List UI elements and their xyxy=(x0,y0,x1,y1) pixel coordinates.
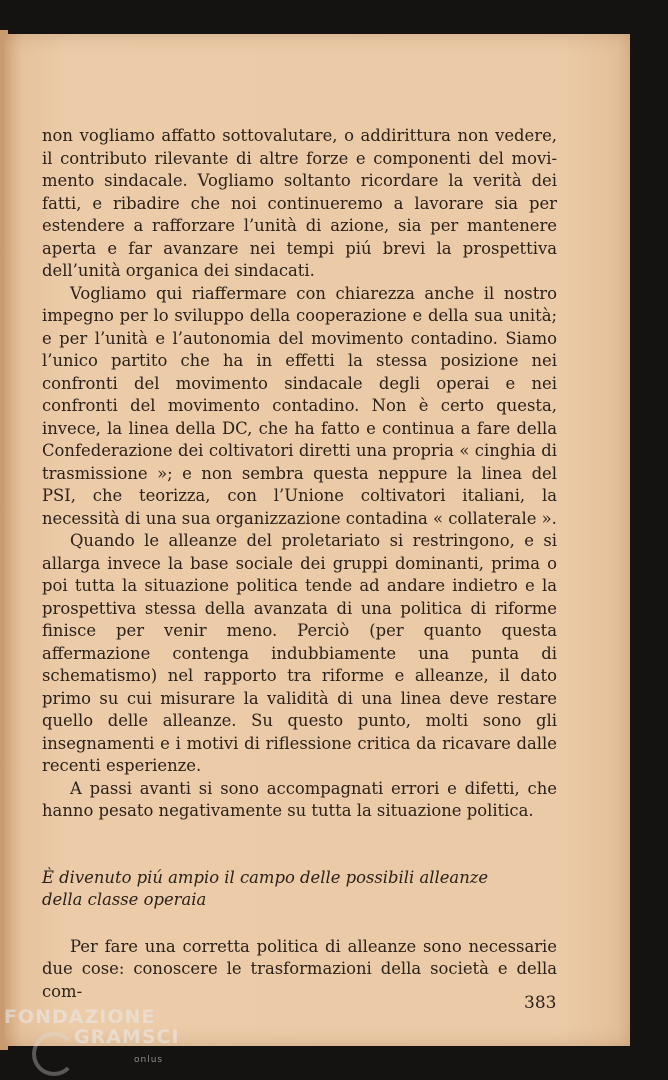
watermark-line2: GRAMSCI xyxy=(74,1026,180,1048)
watermark-g-icon xyxy=(32,1032,76,1076)
watermark-line3: onlus xyxy=(134,1055,164,1065)
watermark-logo xyxy=(4,1006,180,1065)
section-heading: È divenuto piú ampio il campo delle possibili alleanze della classe operaia xyxy=(42,867,489,909)
paragraph-5: Per fare una corretta politica di alleanze sono necessarie due cose: conoscere le trasformazioni della società e della com- xyxy=(42,936,557,1001)
paragraph-3: Quando le alleanze del proletariato si restringono, e si allarga invece la base sociale dei gruppi dominanti, prima o poi tutta la situazione politica tende ad andare indietro e la prospettiva stessa della avanzata di una politica di riforme finisce per venir meno. Perciò (per quanto questa affermazione contenga indubbiamente una punta di schematismo) nel rapporto tra riforme e alleanze, il dato primo su cui misurare la validità di una linea deve restare quello delle alleanze. Su questo punto, molti sono gli insegnamenti e i motivi di riflessione critica da ricavare dalle recenti esperienze. xyxy=(42,531,557,775)
paragraph-1: non vogliamo affatto sottovalutare, o addirittura non vedere, il contributo rilevante di altre forze e componenti del movimento sindacale. Vogliamo soltanto ricordare la verità dei fatti, e ribadire che noi continueremo a lavorare sia per estendere a rafforzare l’unità di azione, sia per mantenere aperta e far avanzare nei tempi piú brevi la prospettiva dell’unità organica dei sindacati. xyxy=(42,126,557,280)
page-number: 383 xyxy=(524,993,557,1013)
body-text xyxy=(42,125,557,1003)
watermark-line1: FONDAZIONE xyxy=(4,1006,156,1028)
paragraph-2: Vogliamo qui riaffermare con chiarezza anche il nostro impegno per lo sviluppo della cooperazione e della sua unità; e per l’unità e l’autonomia del movimento contadino. Siamo l’unico partito che ha in effetti la stessa posizione nei confronti del movimento sindacale degli operai e nei confronti del movimento contadino. Non è certo questa, invece, la linea della DC, che ha fatto e continua a fare della Confederazione dei coltivatori diretti una propria « cinghia di trasmissione »; e non sembra questa neppure la linea del PSI, che teorizza, con l’Unione coltivatori italiani, la necessità di una sua organizzazione contadina « collaterale ». xyxy=(42,283,557,528)
paragraph-4: A passi avanti si sono accompagnati errori e difetti, che hanno pesato negativamente su tutta la situazione politica. xyxy=(42,778,557,820)
